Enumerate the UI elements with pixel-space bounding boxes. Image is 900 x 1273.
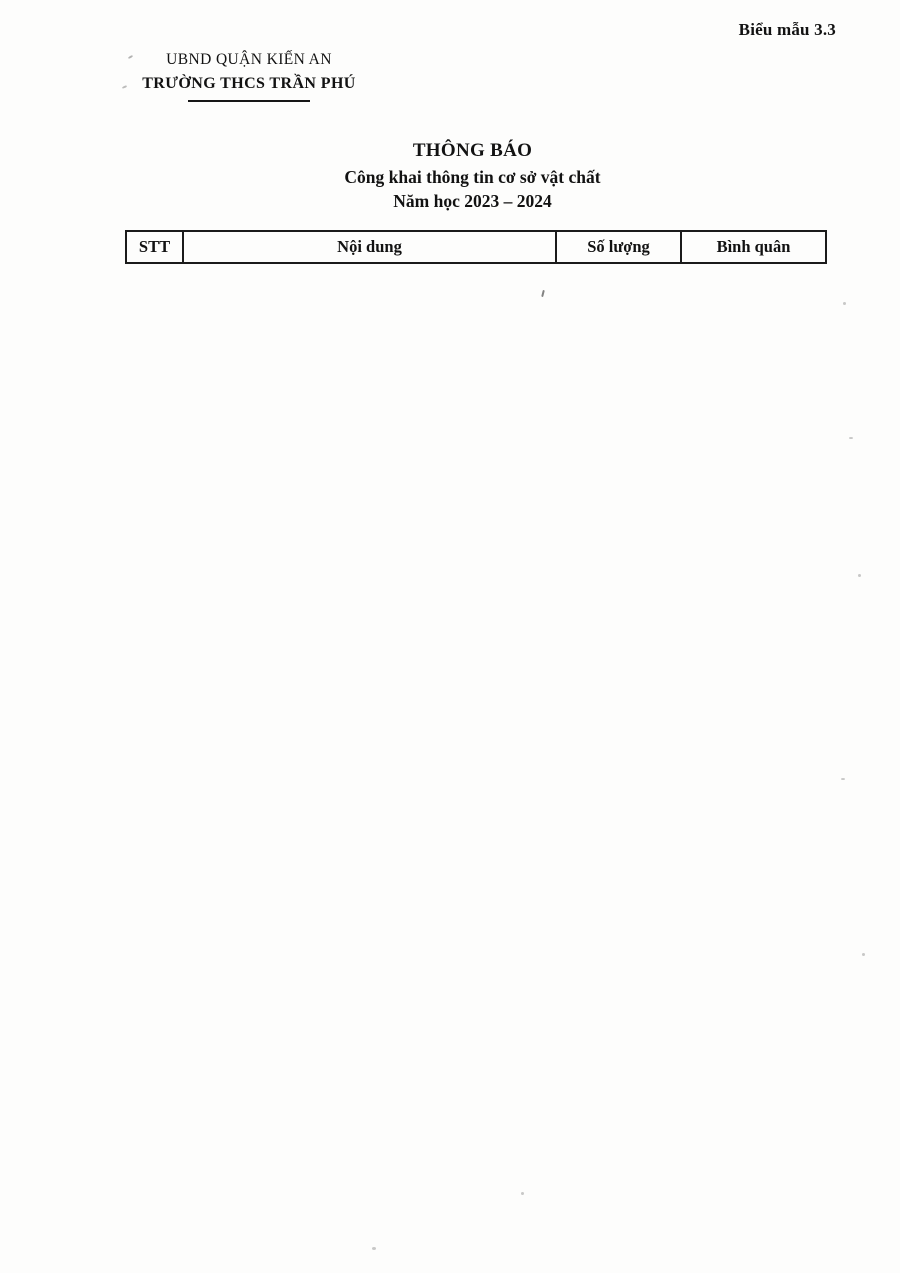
school-year: Năm học 2023 – 2024	[393, 191, 552, 212]
col-header-noidung: Nội dung	[183, 231, 556, 263]
org-name: UBND QUẬN KIẾN AN	[166, 51, 332, 68]
title-block	[45, 138, 900, 214]
table-header-row	[126, 231, 826, 263]
facilities-table	[125, 230, 827, 264]
col-header-soluong: Số lượng	[556, 231, 681, 263]
doc-subtitle: Công khai thông tin cơ sở vật chất	[344, 166, 601, 187]
scan-noise-mark	[541, 290, 545, 297]
scan-noise-mark	[843, 302, 846, 305]
underline-divider	[188, 100, 310, 102]
school-name: TRƯỜNG THCS TRẦN PHÚ	[142, 74, 356, 92]
scan-noise-mark	[862, 953, 865, 956]
scan-noise-mark	[841, 778, 845, 780]
scan-noise-mark	[372, 1247, 376, 1250]
col-header-binhquan: Bình quân	[681, 231, 826, 263]
doc-title: THÔNG BÁO	[412, 140, 533, 161]
scan-noise-mark	[521, 1192, 524, 1195]
col-header-stt: STT	[126, 231, 183, 263]
org-block	[118, 50, 380, 102]
scan-noise-mark	[858, 574, 861, 577]
scan-noise-mark	[849, 437, 853, 439]
form-label: Biểu mẫu 3.3	[738, 20, 836, 39]
